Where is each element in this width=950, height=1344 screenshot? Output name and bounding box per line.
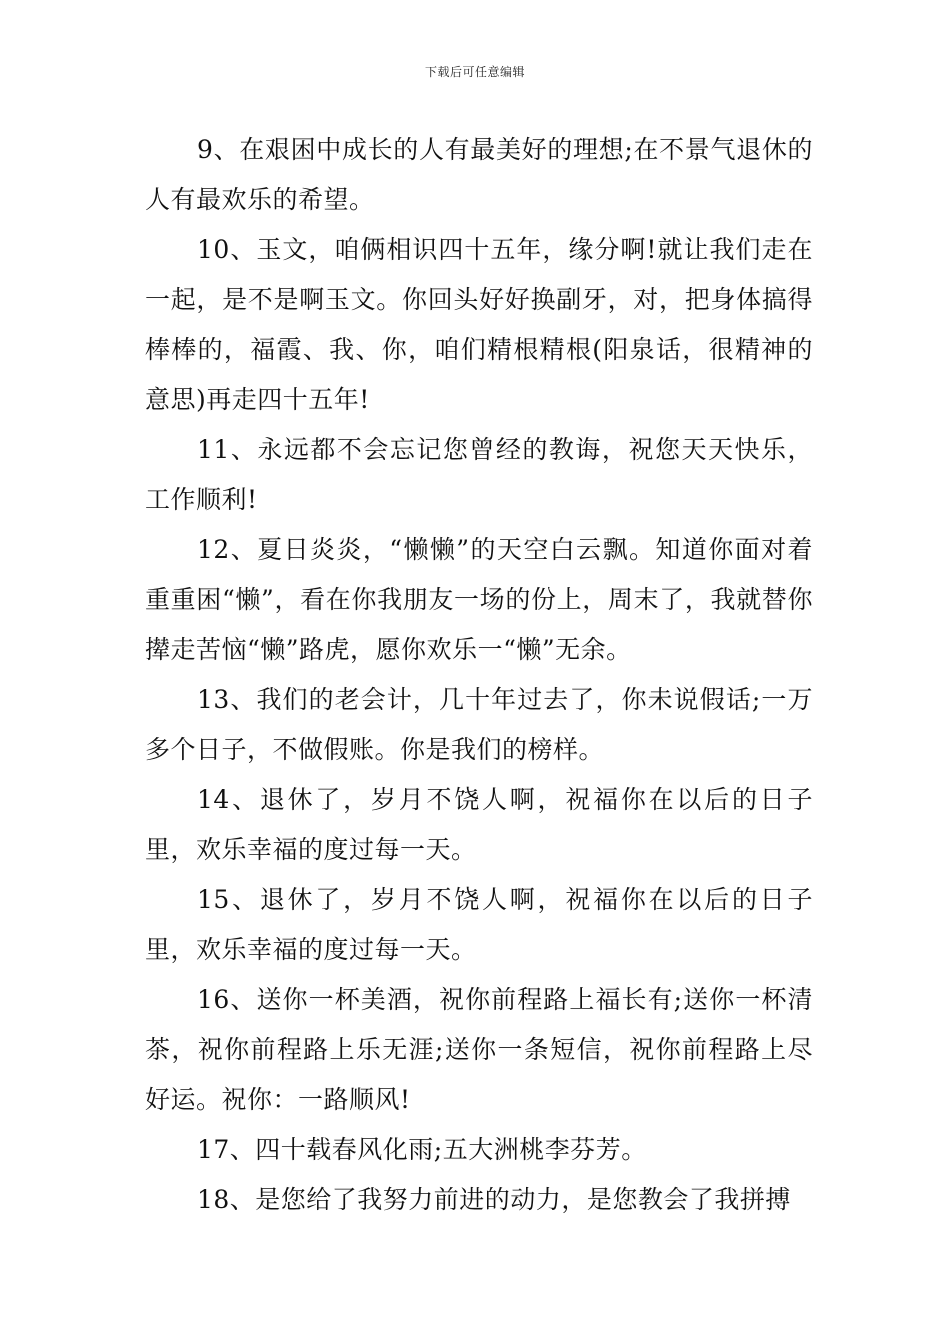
- document-body: [145, 125, 813, 1225]
- paragraph-11: 11、永远都不会忘记您曾经的教诲，祝您天天快乐，工作顺利!: [145, 435, 813, 514]
- paragraph-17: 17、四十载春风化雨;五大洲桃李芬芳。: [197, 1135, 647, 1164]
- paragraph-13: 13、我们的老会计，几十年过去了，你未说假话;一万多个日子，不做假账。你是我们的榜样。: [145, 685, 813, 764]
- paragraph-9: 9、在艰困中成长的人有最美好的理想;在不景气退休的人有最欢乐的希望。: [145, 135, 813, 214]
- paragraph-14: 14、退休了，岁月不饶人啊，祝福你在以后的日子里，欢乐幸福的度过每一天。: [145, 785, 813, 864]
- page-header: 下载后可任意编辑: [424, 65, 525, 79]
- paragraph-12: 12、夏日炎炎，“懒懒”的天空白云飘。知道你面对着重重困“懒”，看在你我朋友一场的份上，周末了，我就替你撵走苦恼“懒”路虎，愿你欢乐一“懒”无余。: [145, 535, 813, 664]
- paragraph-10: 10、玉文，咱俩相识四十五年，缘分啊!就让我们走在一起，是不是啊玉文。你回头好好换副牙，对，把身体搞得棒棒的，福霞、我、你，咱们精根精根(阳泉话，很精神的意思)再走四十五年!: [145, 235, 813, 414]
- paragraph-15: 15、退休了，岁月不饶人啊，祝福你在以后的日子里，欢乐幸福的度过每一天。: [145, 885, 813, 964]
- paragraph-18: 18、是您给了我努力前进的动力，是您教会了我拼搏: [197, 1185, 791, 1214]
- paragraph-16: 16、送你一杯美酒，祝你前程路上福长有;送你一杯清茶，祝你前程路上乐无涯;送你一条短信，祝你前程路上尽好运。祝你：一路顺风!: [145, 985, 813, 1114]
